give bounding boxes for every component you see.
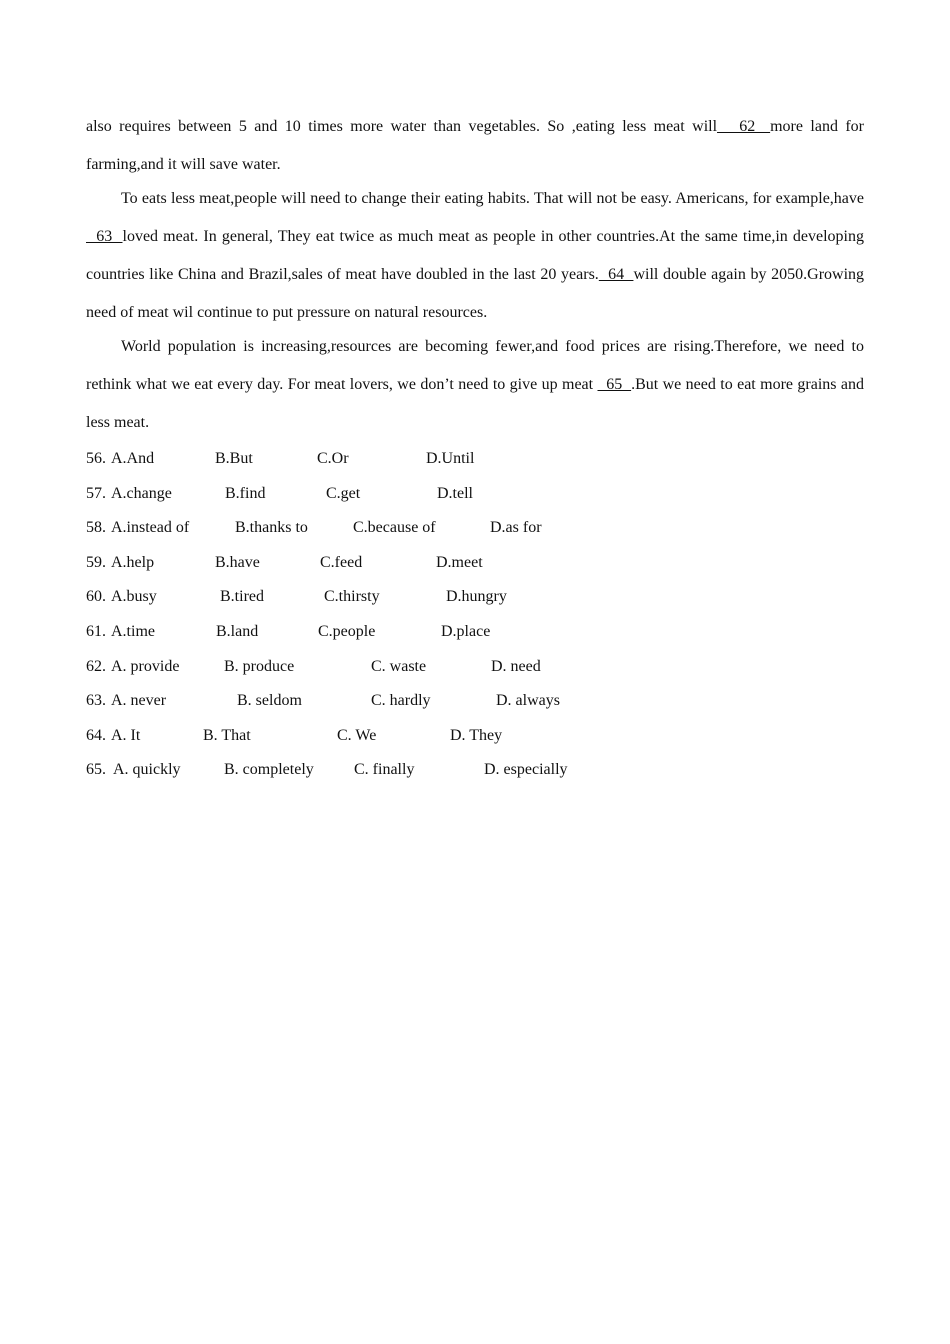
option-b: B. produce: [224, 657, 295, 675]
passage-text: To eats less meat,people will need to change their eating habits. That will not be easy. Americans, for example,have: [121, 190, 864, 207]
option-c: C.people: [318, 622, 376, 640]
option-d: D.tell: [437, 484, 473, 502]
option-a: A.help: [111, 553, 155, 571]
option-a: A.time: [111, 622, 155, 640]
option-d: D. need: [491, 657, 541, 675]
option-a: A.change: [111, 484, 172, 502]
option-a: A.instead of: [111, 519, 190, 537]
question-row-56: [86, 442, 864, 477]
question-row-63: [86, 684, 864, 719]
option-b: B.land: [216, 622, 259, 640]
question-number: 61.: [86, 622, 106, 640]
option-c: C. We: [337, 726, 377, 744]
question-number: 56.: [86, 450, 106, 467]
blank-65: 65: [597, 376, 632, 393]
option-c: C.get: [326, 484, 361, 502]
blank-63: 63: [86, 228, 123, 245]
passage-text: also requires between 5 and 10 times more water than vegetables. So ,eating less meat will: [86, 118, 718, 135]
option-b: B.But: [215, 450, 253, 467]
option-d: D.meet: [436, 553, 483, 571]
option-d: D. especially: [484, 761, 568, 779]
option-c: C.Or: [317, 450, 349, 467]
question-row-62: [86, 650, 864, 685]
option-d: D.place: [441, 622, 491, 640]
question-row-61: [86, 615, 864, 650]
passage-paragraph-2: [86, 180, 864, 332]
option-b: B.thanks to: [235, 519, 308, 537]
blank-64: 64: [598, 266, 634, 283]
question-number: 60.: [86, 588, 106, 606]
option-d: D. They: [450, 726, 503, 744]
question-number: 58.: [86, 519, 106, 537]
passage-paragraph-1: [86, 108, 864, 184]
question-row-60: [86, 580, 864, 615]
question-row-59: [86, 546, 864, 581]
passage-text: .But we need to eat more grains and less meat.: [86, 376, 865, 431]
option-d: D.Until: [426, 450, 475, 467]
option-d: D.as for: [490, 519, 542, 537]
question-row-64: [86, 719, 864, 754]
question-number: 65.: [86, 761, 106, 779]
option-c: C. hardly: [371, 692, 431, 710]
passage-text: more land for farming,and it will save water.: [86, 118, 865, 173]
passage-paragraph-3: [86, 328, 864, 442]
option-b: B.find: [225, 484, 266, 502]
option-a: A. never: [111, 692, 167, 710]
question-number: 57.: [86, 484, 106, 502]
question-number: 59.: [86, 553, 106, 571]
option-c: C.feed: [320, 553, 363, 571]
passage-text: loved meat. In general, They eat twice as much meat as people in other countries.At the same time,in developing countries like China and Brazil,sales of meat have doubled in the last 20 years.: [86, 228, 864, 283]
option-d: D. always: [496, 692, 560, 710]
document-page: [86, 108, 864, 788]
option-b: B. That: [203, 726, 251, 744]
options-list: [86, 442, 864, 788]
option-b: B. seldom: [237, 692, 302, 710]
question-number: 63.: [86, 692, 106, 710]
option-c: C. waste: [371, 657, 427, 675]
question-row-58: [86, 511, 864, 546]
passage-text: World population is increasing,resources are becoming fewer,and food prices are rising.Therefore, we need to rethink what we eat every day. For meat lovers, we don’t need to give up meat: [86, 338, 864, 393]
option-b: B.tired: [220, 588, 264, 606]
option-a: A.And: [111, 450, 155, 467]
option-a: A. It: [111, 726, 141, 744]
option-a: A. quickly: [113, 761, 181, 779]
question-row-65: [86, 753, 864, 788]
blank-62: 62: [717, 118, 771, 135]
question-number: 64.: [86, 726, 106, 744]
option-b: B.have: [215, 553, 260, 571]
option-a: A.busy: [111, 588, 157, 606]
option-a: A. provide: [111, 657, 180, 675]
passage-text: will double again by 2050.Growing need of meat wil continue to put pressure on natural resources.: [86, 266, 865, 321]
option-b: B. completely: [224, 761, 314, 779]
question-number: 62.: [86, 657, 106, 675]
option-c: C.thirsty: [324, 588, 380, 606]
option-d: D.hungry: [446, 588, 507, 606]
question-row-57: [86, 477, 864, 512]
option-c: C.because of: [353, 519, 436, 537]
option-c: C. finally: [354, 761, 415, 779]
